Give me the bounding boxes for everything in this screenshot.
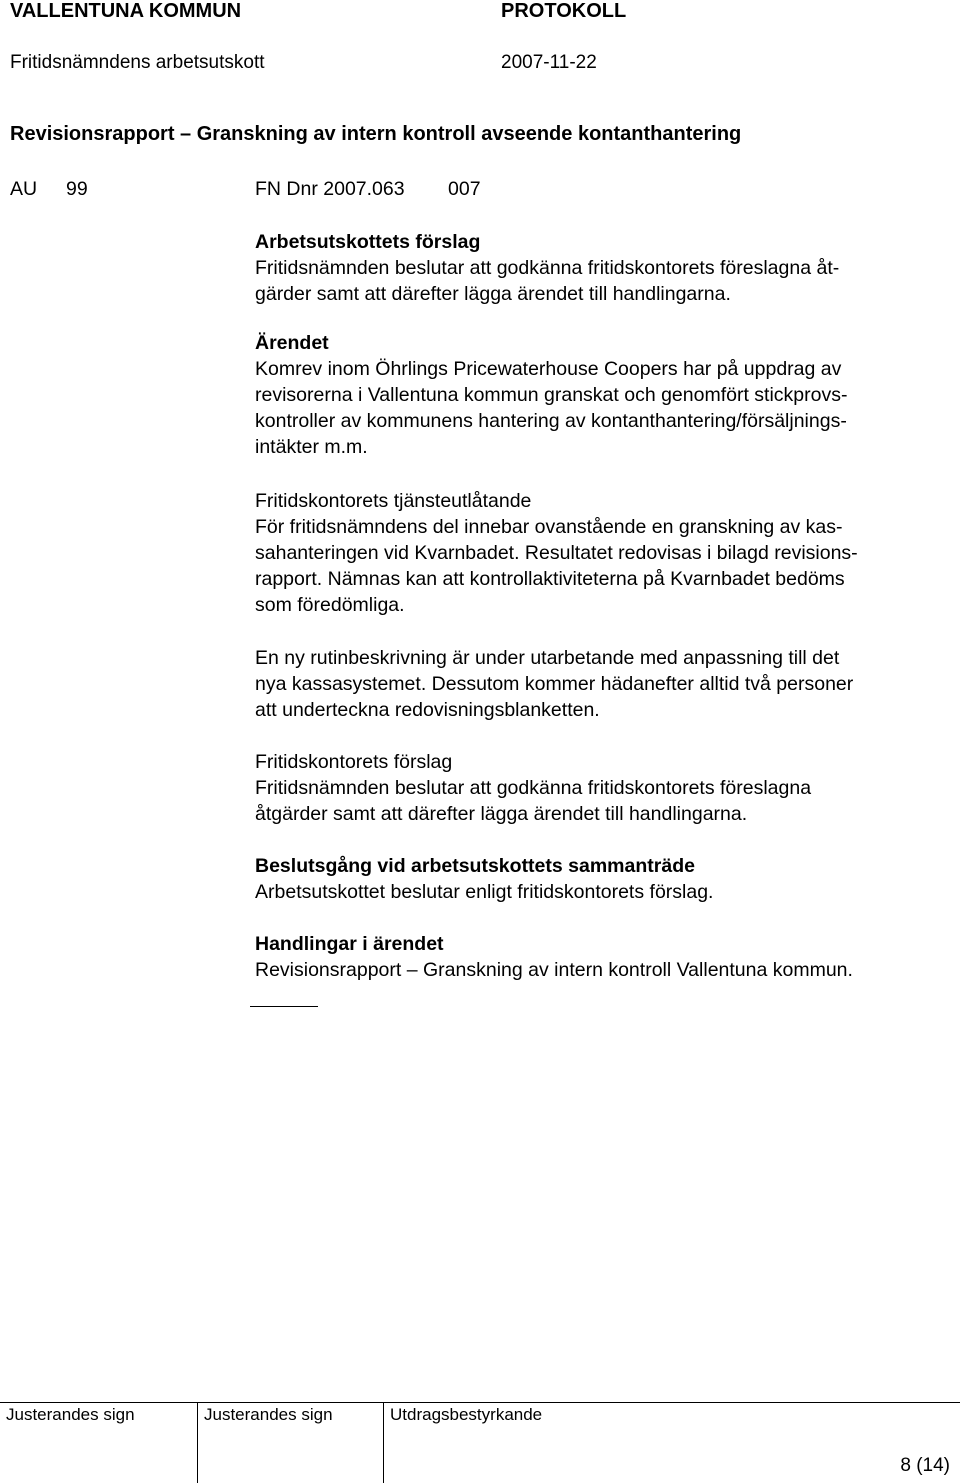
paragraph-line: som föredömliga. (255, 594, 405, 616)
section-heading: Beslutsgång vid arbetsutskottets sammanträde (255, 855, 695, 877)
signature-cell-1 (0, 1403, 197, 1483)
end-rule (250, 1006, 318, 1007)
paragraph-line: revisorerna i Vallentuna kommun granskat och genomfört stickprovs- (255, 384, 848, 406)
org-name: VALLENTUNA KOMMUN (10, 0, 242, 22)
au-number: 99 (66, 178, 88, 200)
paragraph-line: Fritidsnämnden beslutar att godkänna fritidskontorets föreslagna (255, 777, 812, 799)
paragraph-line: nya kassasystemet. Dessutom kommer hädanefter alltid två personer (255, 673, 854, 695)
paragraph-line: kontroller av kommunens hantering av kontanthantering/försäljnings- (255, 410, 847, 432)
section-procedure (255, 853, 955, 905)
sign-label-2: Justerandes sign (204, 1405, 333, 1424)
au-label: AU (10, 178, 38, 200)
section-proposal (255, 229, 955, 307)
document-type: PROTOKOLL (501, 0, 627, 22)
page-title: Revisionsrapport – Granskning av intern kontroll avseende kontanthantering (10, 123, 742, 145)
section-heading: Ärendet (255, 332, 329, 354)
paragraph-line: åtgärder samt att därefter lägga ärendet till handlingarna. (255, 803, 748, 825)
section-heading: Handlingar i ärendet (255, 933, 444, 955)
dnr-suffix: 007 (448, 178, 481, 200)
section-heading: Fritidskontorets tjänsteutlåtande (255, 490, 532, 512)
paragraph-line: intäkter m.m. (255, 436, 368, 458)
extract-cell (383, 1403, 960, 1483)
paragraph-line: gärder samt att därefter lägga ärendet till handlingarna. (255, 283, 731, 305)
paragraph-line: Fritidsnämnden beslutar att godkänna fritidskontorets föreslagna åt- (255, 257, 840, 279)
paragraph-line: En ny rutinbeskrivning är under utarbetande med anpassning till det (255, 647, 840, 669)
sign-label-1: Justerandes sign (6, 1405, 135, 1424)
paragraph-line: att underteckna redovisningsblanketten. (255, 699, 600, 721)
signature-bar (0, 1402, 960, 1483)
paragraph-line: För fritidsnämndens del innebar ovanstående en granskning av kas- (255, 516, 843, 538)
paragraph-line: Arbetsutskottet beslutar enligt fritidskontorets förslag. (255, 881, 714, 903)
page-number: 8 (14) (900, 1455, 950, 1476)
paragraph-line: Revisionsrapport – Granskning av intern kontroll Vallentuna kommun. (255, 959, 853, 981)
meeting-date: 2007-11-22 (501, 52, 597, 73)
section-documents (255, 931, 955, 983)
committee-name: Fritidsnämndens arbetsutskott (10, 52, 265, 73)
section-statement-continued (255, 645, 955, 723)
extract-label: Utdragsbestyrkande (390, 1405, 543, 1424)
section-matter (255, 330, 955, 460)
paragraph-line: sahanteringen vid Kvarnbadet. Resultatet redovisas i bilagd revisions- (255, 542, 858, 564)
section-heading: Arbetsutskottets förslag (255, 231, 481, 253)
signature-cell-2 (197, 1403, 383, 1483)
section-office-proposal (255, 749, 955, 827)
section-statement (255, 488, 955, 618)
paragraph-line: Komrev inom Öhrlings Pricewaterhouse Coopers har på uppdrag av (255, 358, 842, 380)
section-heading: Fritidskontorets förslag (255, 751, 453, 773)
paragraph-line: rapport. Nämnas kan att kontrollaktiviteterna på Kvarnbadet bedöms (255, 568, 845, 590)
fn-dnr: FN Dnr 2007.063 (255, 178, 405, 200)
